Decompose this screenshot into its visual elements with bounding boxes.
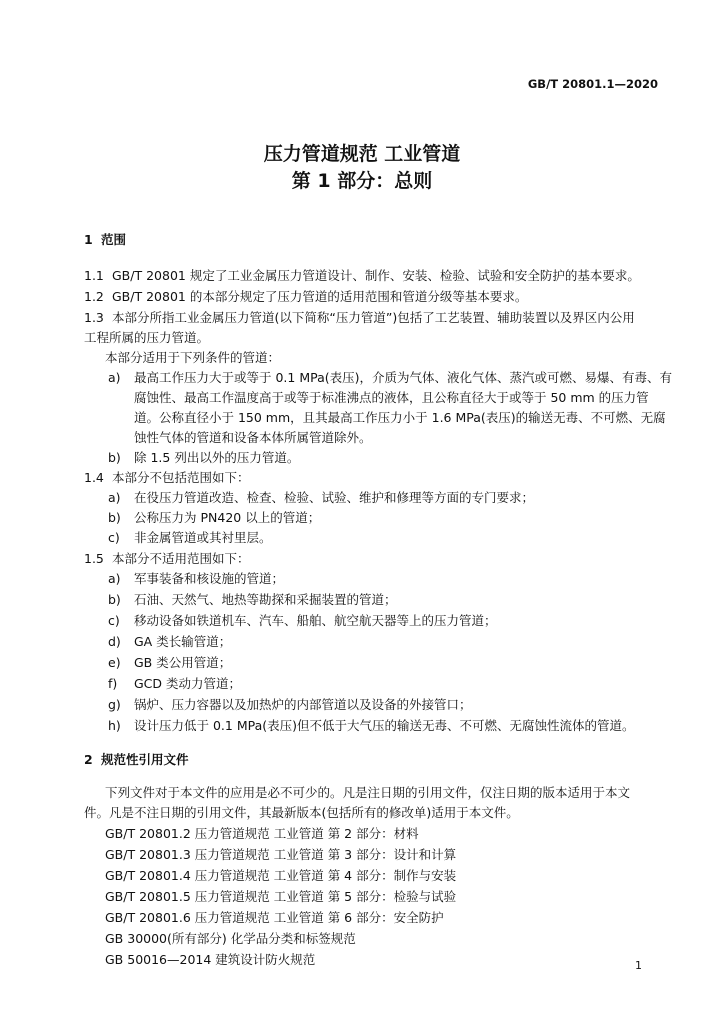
list-item-label: e) [108,655,121,670]
list-item-text: 石油、天然气、地热等勘探和采掘装置的管道； [134,592,397,607]
clause-1-3-line: 本部分适用于下列条件的管道： [105,350,281,365]
clause-1-5-text: 本部分不适用范围如下： [112,551,250,566]
standard-code: GB/T 20801.1—2020 [527,77,658,91]
section-1-number: 1 [84,232,93,247]
section-2-number: 2 [84,752,93,767]
clause-1-3-number: 1.3 [84,310,104,325]
list-item-text: 设计压力低于 0.1 MPa(表压)但不低于大气压的输送无毒、不可燃、无腐蚀性流体的管道。 [134,718,635,733]
list-item-label: c) [108,530,120,545]
document-title: 压力管道规范 工业管道 [263,143,461,165]
reference-item: GB 30000(所有部分) 化学品分类和标签规范 [105,931,356,946]
section-2-intro-line: 件。凡是不注日期的引用文件，其最新版本(包括所有的修改单)适用于本文件。 [84,805,519,820]
section-2-intro-line: 下列文件对于本文件的应用是必不可少的。凡是注日期的引用文件，仅注日期的版本适用于本文 [105,785,631,800]
document-subtitle: 第 1 部分：总则 [291,170,433,192]
list-item-text: GCD 类动力管道； [134,676,242,691]
section-1-heading: 范围 [101,232,127,247]
list-item-text: 移动设备如铁道机车、汽车、船舶、航空航天器等上的压力管道； [134,613,497,628]
list-item-text: 在役压力管道改造、检查、检验、试验、维护和修理等方面的专门要求； [134,490,535,505]
item-a-line: 蚀性气体的管道和设备本体所属管道除外。 [134,430,372,445]
reference-item: GB/T 20801.6 压力管道规范 工业管道 第 6 部分：安全防护 [105,910,444,925]
clause-1-2-number: 1.2 [84,289,104,304]
item-b-text: 除 1.5 列出以外的压力管道。 [134,450,300,465]
list-item-text: GB 类公用管道； [134,655,232,670]
list-item-text: 锅炉、压力容器以及加热炉的内部管道以及设备的外接管口； [134,697,472,712]
clause-1-3-line: 本部分所指工业金属压力管道(以下简称“压力管道”)包括了工艺装置、辅助装置以及界区内公用 [112,310,635,325]
list-item-label: g) [108,697,121,712]
list-item-label: h) [108,718,121,733]
list-item-label: b) [108,510,121,525]
clause-1-2-text: GB/T 20801 的本部分规定了压力管道的适用范围和管道分级等基本要求。 [112,289,528,304]
list-item-label: c) [108,613,120,628]
list-item-label: a) [108,571,121,586]
reference-item: GB/T 20801.3 压力管道规范 工业管道 第 3 部分：设计和计算 [105,847,457,862]
item-a-line: 道。公称直径小于 150 mm，且其最高工作压力小于 1.6 MPa(表压)的输送无毒、不可燃、无腐 [134,410,666,425]
list-item-label: a) [108,490,121,505]
clause-1-3-line: 工程所属的压力管道。 [84,330,210,345]
reference-item: GB/T 20801.2 压力管道规范 工业管道 第 2 部分：材料 [105,826,419,841]
reference-item: GB/T 20801.4 压力管道规范 工业管道 第 4 部分：制作与安装 [105,868,457,883]
reference-item: GB/T 20801.5 压力管道规范 工业管道 第 5 部分：检验与试验 [105,889,457,904]
clause-1-4-text: 本部分不包括范围如下： [112,470,250,485]
list-item-text: 非金属管道或其衬里层。 [134,530,272,545]
clause-1-1-text: GB/T 20801 规定了工业金属压力管道设计、制作、安装、检验、试验和安全防护的基本要求。 [112,268,640,283]
reference-item: GB 50016—2014 建筑设计防火规范 [105,952,316,967]
page-number: 1 [635,959,642,972]
clause-1-4-number: 1.4 [84,470,104,485]
item-a-line: 最高工作压力大于或等于 0.1 MPa(表压)，介质为气体、液化气体、蒸汽或可燃、易爆、有毒、有 [134,370,673,385]
clause-1-5-number: 1.5 [84,551,104,566]
clause-1-1-number: 1.1 [84,268,104,283]
list-item-label: d) [108,634,121,649]
list-item-text: 军事装备和核设施的管道； [134,571,285,586]
section-2-heading: 规范性引用文件 [101,752,189,767]
list-item-text: GA 类长输管道； [134,634,232,649]
item-a-label: a) [108,370,121,385]
list-item-label: b) [108,592,121,607]
item-b-label: b) [108,450,121,465]
item-a-line: 腐蚀性、最高工作温度高于或等于标准沸点的液体，且公称直径大于或等于 50 mm 的压力管 [134,390,649,405]
list-item-label: f) [108,676,118,691]
list-item-text: 公称压力为 PN420 以上的管道； [134,510,321,525]
